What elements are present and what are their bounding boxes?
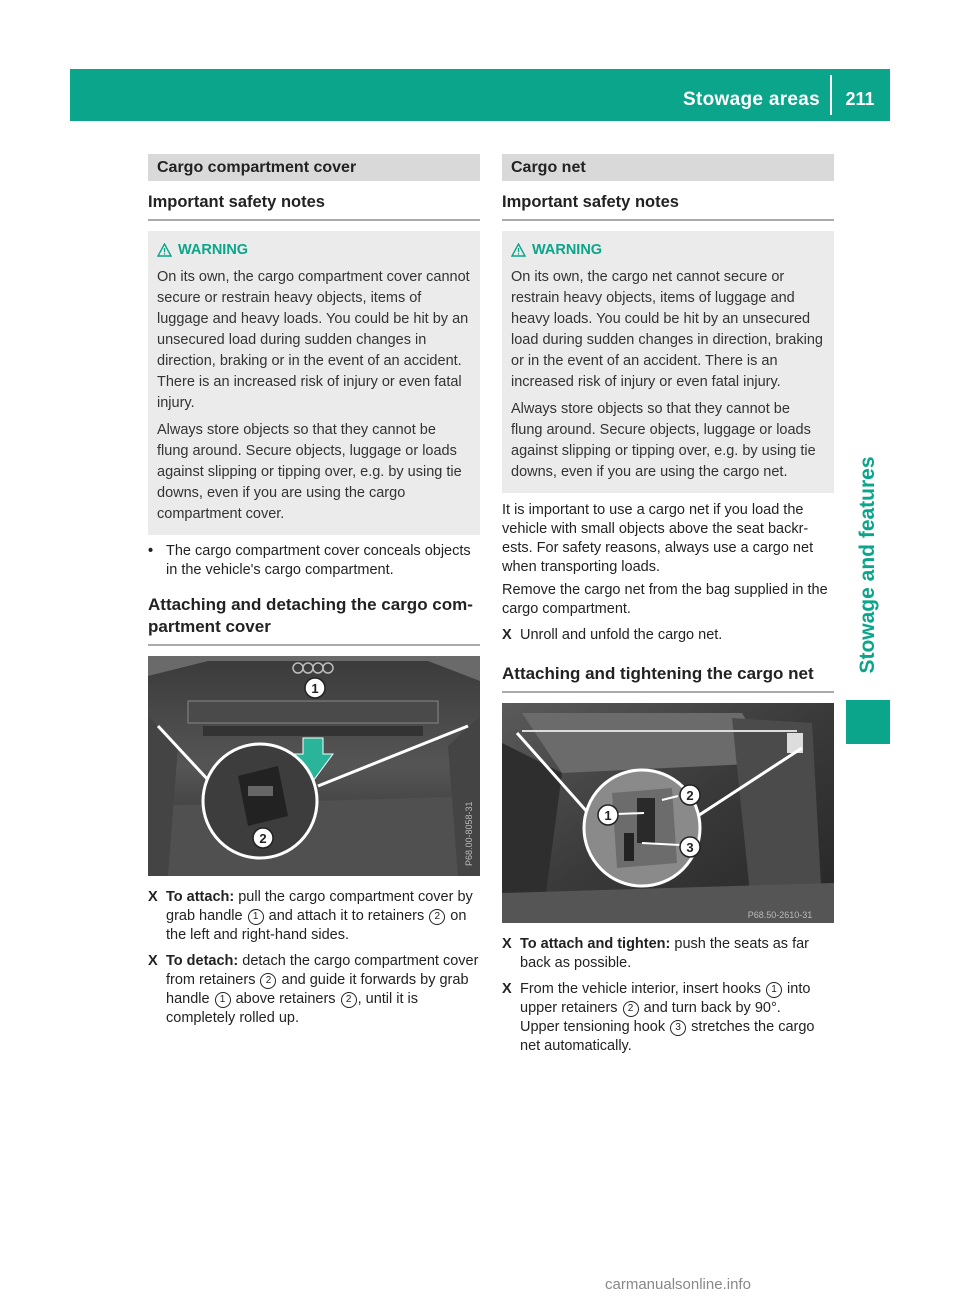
warning-advice: Always store objects so that they cannot be flung around. Secure objects, luggage or loads against slipping or tipping over, e.g. by using tie downs, even if you are using the cargo compartment cover.	[157, 422, 462, 522]
warning-text: On its own, the cargo compartment cover cannot secure or restrain heavy objects, items of luggage and heavy loads. You could be hit by an unsecured load during sudden changes in direction, braking or in the event of an accident. There is an increased risk of injury or even fatal injury.	[157, 269, 470, 411]
bullet-mark: •	[148, 543, 154, 559]
attach-text: pull the cargo compartment cover by grab handle	[166, 889, 473, 924]
section-title-cargo-net: Cargo net	[502, 154, 834, 181]
header-title: Stowage areas	[683, 89, 820, 110]
svg-text:3: 3	[686, 840, 694, 855]
instruction-detach	[148, 952, 480, 1028]
heading-attach-tighten: Attaching and tightening the cargo net	[502, 663, 834, 693]
hooks-text: and turn back by 90°.	[639, 1000, 781, 1016]
marker-2: 2	[429, 909, 445, 925]
step-arrow-icon: X	[502, 936, 512, 952]
instruction-hooks	[502, 980, 834, 1056]
marker-2: 2	[341, 992, 357, 1008]
hooks-text: From the vehicle interior, insert hooks	[520, 981, 765, 997]
body-paragraph: It is important to use a cargo net if you load the vehicle with small objects above the seat backr- ests. For safety reasons, always use a cargo net when transporting loads.	[502, 502, 814, 575]
step-arrow-icon: X	[502, 627, 512, 643]
body-paragraph: Remove the cargo net from the bag supplied in the cargo compartment.	[502, 582, 828, 617]
warning-title	[511, 240, 825, 261]
detach-label: To detach:	[166, 953, 239, 969]
cargo-cover-illustration	[148, 656, 480, 876]
marker-2: 2	[260, 973, 276, 989]
warning-triangle-icon	[157, 243, 172, 257]
warning-box	[502, 231, 834, 493]
svg-text:2: 2	[259, 831, 267, 846]
heading-attach-detach: Attaching and detaching the cargo com- partment cover	[148, 594, 480, 646]
attach-label: To attach:	[166, 889, 235, 905]
page-number: 211	[845, 89, 875, 109]
instruction-tighten	[502, 935, 834, 973]
left-column	[148, 154, 480, 1028]
marker-1: 1	[215, 992, 231, 1008]
svg-text:2: 2	[686, 788, 694, 803]
hooks-text: stretches the cargo net automatically.	[520, 1019, 815, 1054]
marker-1: 1	[248, 909, 264, 925]
svg-text:1: 1	[311, 681, 319, 696]
cargo-cover-photo	[148, 656, 480, 876]
list-item	[148, 542, 480, 580]
photo-code: P68.00-8058-31	[464, 801, 474, 866]
side-tab-label: Stowage and features	[856, 456, 879, 674]
marker-2: 2	[623, 1001, 639, 1017]
svg-text:1: 1	[604, 808, 612, 823]
detach-text: , until it is completely rolled up.	[166, 991, 419, 1026]
warning-box	[148, 231, 480, 535]
marker-1: 1	[766, 982, 782, 998]
instruction-attach	[148, 888, 480, 945]
marker-3: 3	[670, 1020, 686, 1036]
side-tab	[846, 440, 890, 690]
detach-text: and guide it forwards by grab handle	[166, 972, 469, 1007]
page-header	[70, 69, 890, 121]
subheading-safety: Important safety notes	[148, 191, 480, 221]
photo-code: P68.50-2610-31	[747, 910, 813, 920]
section-title-cargo-cover: Cargo compartment cover	[148, 154, 480, 181]
tighten-text: push the seats as far back as possible.	[520, 936, 810, 971]
warning-title-text: WARNING	[178, 242, 249, 258]
hooks-text: into upper retainers	[520, 981, 811, 1016]
cargo-net-illustration	[502, 703, 834, 923]
warning-text: On its own, the cargo net cannot secure or restrain heavy objects, items of luggage and heavy loads. You could be hit by an unsecured load during sudden changes in direction, braking or in the event of an accident. There is an increased risk of injury or even fatal injury.	[511, 269, 823, 390]
watermark: carmanualsonline.info	[605, 1276, 751, 1293]
attach-text: and attach it to retainers	[264, 908, 429, 924]
step-arrow-icon: X	[502, 981, 512, 997]
hooks-text: Upper tensioning hook	[520, 1019, 670, 1035]
bullet-text: The cargo compartment cover conceals objects in the vehicle's cargo compartment.	[166, 543, 471, 578]
warning-triangle-icon	[511, 243, 526, 257]
warning-title	[157, 240, 471, 261]
instruction-unroll	[502, 626, 834, 645]
cargo-net-photo	[502, 703, 834, 923]
side-tab-marker	[846, 700, 890, 744]
warning-title-text: WARNING	[532, 242, 603, 258]
warning-advice: Always store objects so that they cannot be flung around. Secure objects, luggage or loads against slipping or tipping over, e.g. by using tie downs, even if you are using the cargo net.	[511, 401, 816, 480]
tighten-label: To attach and tighten:	[520, 936, 671, 952]
right-column	[502, 154, 834, 1056]
attach-text: on the left and right-hand sides.	[166, 908, 467, 943]
step-text: Unroll and unfold the cargo net.	[520, 627, 723, 643]
step-arrow-icon: X	[148, 889, 158, 905]
step-arrow-icon: X	[148, 953, 158, 969]
detach-text: above retainers	[231, 991, 340, 1007]
subheading-safety: Important safety notes	[502, 191, 834, 221]
detach-text: detach the cargo compartment cover from retainers	[166, 953, 479, 988]
